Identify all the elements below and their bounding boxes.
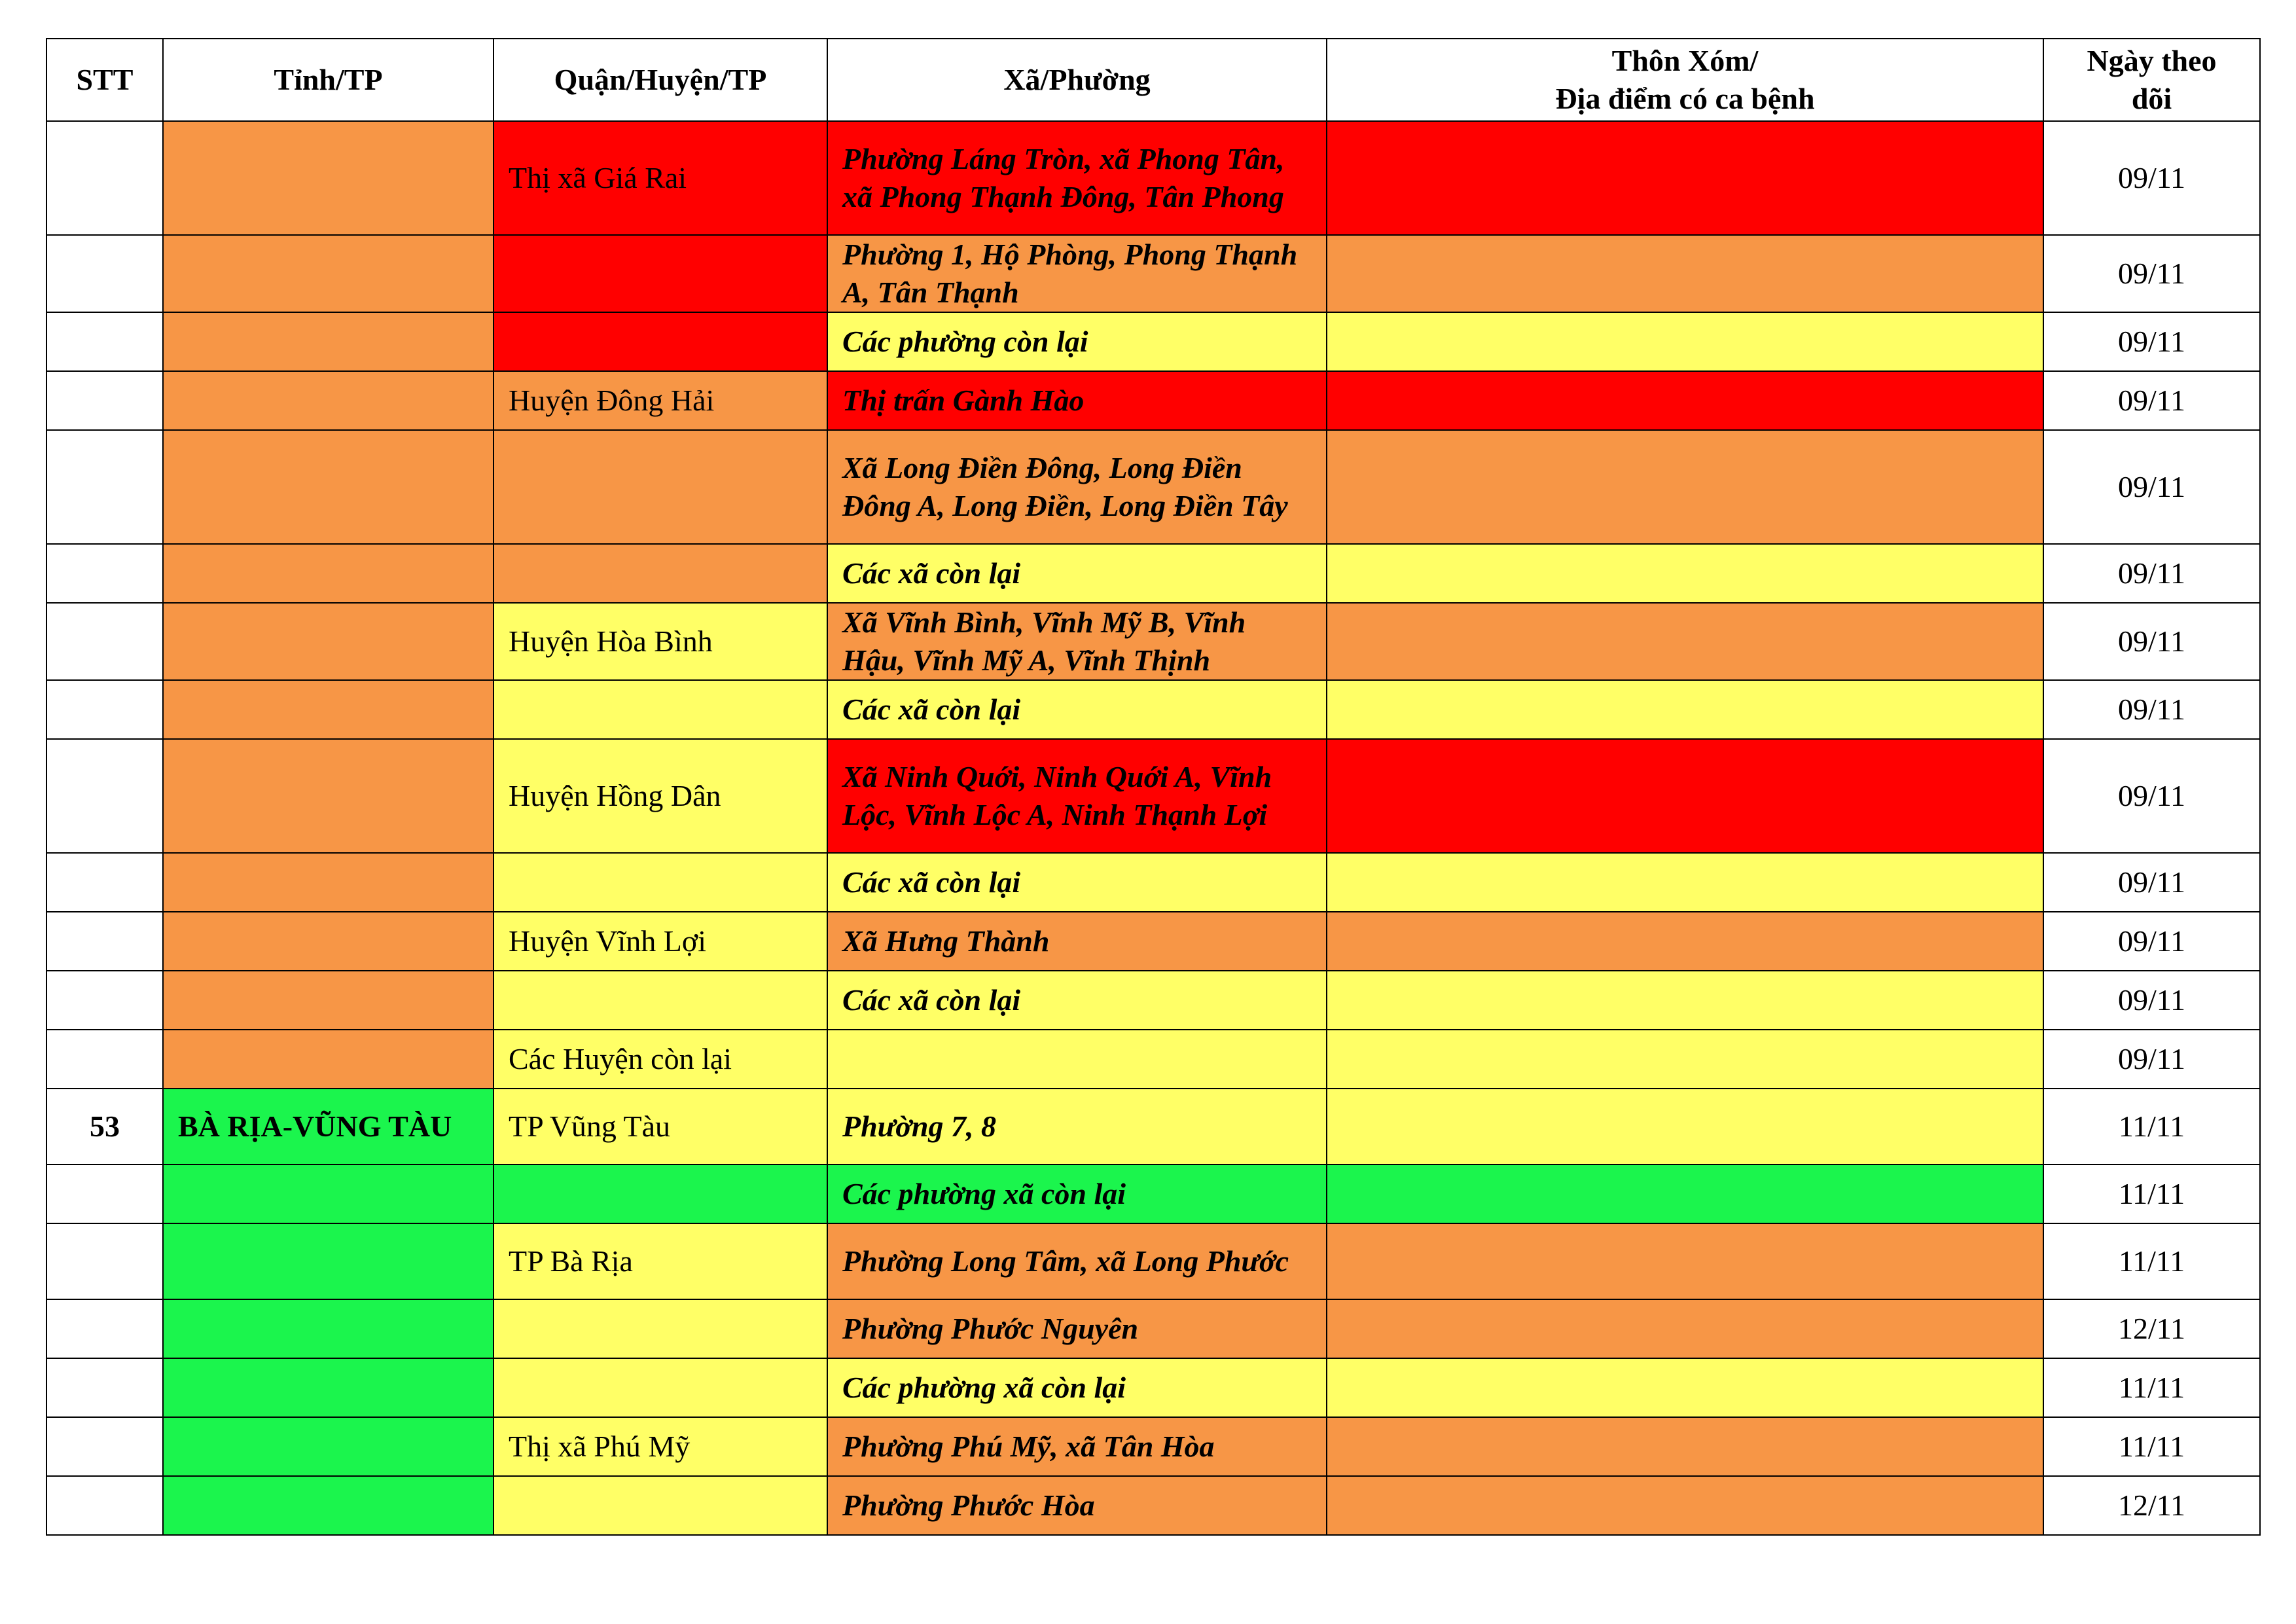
cell-location	[1327, 121, 2043, 235]
table-row	[46, 603, 2260, 680]
cell-location	[1327, 312, 2043, 371]
cell-province	[163, 1299, 493, 1358]
table-row	[46, 1358, 2260, 1417]
table-row	[46, 235, 2260, 312]
cell-ward: Các xã còn lại	[827, 680, 1327, 739]
table-row	[46, 739, 2260, 853]
cell-province	[163, 603, 493, 680]
cell-date: 09/11	[2043, 912, 2260, 971]
cell-district	[493, 1476, 827, 1535]
cell-ward: Phường 1, Hộ Phòng, Phong Thạnh A, Tân Thạnh	[827, 235, 1327, 312]
cell-province	[163, 430, 493, 544]
cell-stt	[46, 1417, 163, 1476]
cell-stt	[46, 1358, 163, 1417]
cell-province	[163, 1358, 493, 1417]
cell-district	[493, 680, 827, 739]
cell-location	[1327, 1030, 2043, 1089]
cell-province	[163, 1476, 493, 1535]
cell-date: 09/11	[2043, 680, 2260, 739]
table-body	[46, 121, 2260, 1535]
header-date	[2043, 39, 2260, 121]
cell-district: Huyện Hòa Bình	[493, 603, 827, 680]
cell-stt	[46, 430, 163, 544]
table-row	[46, 1030, 2260, 1089]
cell-stt	[46, 680, 163, 739]
table-row	[46, 1299, 2260, 1358]
cell-date: 09/11	[2043, 235, 2260, 312]
cell-district	[493, 544, 827, 603]
cell-date: 12/11	[2043, 1476, 2260, 1535]
cell-district: Thị xã Phú Mỹ	[493, 1417, 827, 1476]
cell-date: 09/11	[2043, 121, 2260, 235]
cell-district	[493, 430, 827, 544]
cell-location	[1327, 971, 2043, 1030]
cell-province	[163, 853, 493, 912]
table-row	[46, 680, 2260, 739]
cell-location	[1327, 1299, 2043, 1358]
cell-stt	[46, 603, 163, 680]
cell-stt	[46, 544, 163, 603]
cell-date: 11/11	[2043, 1089, 2260, 1164]
cell-district: Huyện Hồng Dân	[493, 739, 827, 853]
cell-district	[493, 235, 827, 312]
cell-district	[493, 1299, 827, 1358]
cell-ward: Phường Phú Mỹ, xã Tân Hòa	[827, 1417, 1327, 1476]
cell-district	[493, 1164, 827, 1223]
cell-location	[1327, 680, 2043, 739]
cell-date: 09/11	[2043, 430, 2260, 544]
cell-stt	[46, 1164, 163, 1223]
cell-ward: Các xã còn lại	[827, 853, 1327, 912]
cell-district	[493, 312, 827, 371]
table-row	[46, 312, 2260, 371]
cell-stt	[46, 121, 163, 235]
cell-stt	[46, 912, 163, 971]
cell-ward: Phường Phước Nguyên	[827, 1299, 1327, 1358]
cell-district	[493, 971, 827, 1030]
cell-stt: 53	[46, 1089, 163, 1164]
cell-location	[1327, 739, 2043, 853]
header-stt: STT	[46, 39, 163, 121]
cell-date: 09/11	[2043, 603, 2260, 680]
cell-date: 09/11	[2043, 739, 2260, 853]
cell-province	[163, 1417, 493, 1476]
cell-ward: Xã Hưng Thành	[827, 912, 1327, 971]
table-row	[46, 912, 2260, 971]
cell-ward: Phường Long Tâm, xã Long Phước	[827, 1223, 1327, 1299]
cell-date: 11/11	[2043, 1223, 2260, 1299]
table-row	[46, 1089, 2260, 1164]
cell-location	[1327, 1223, 2043, 1299]
cell-date: 09/11	[2043, 853, 2260, 912]
cell-date: 11/11	[2043, 1358, 2260, 1417]
cell-stt	[46, 1476, 163, 1535]
cell-province	[163, 235, 493, 312]
header-date-line2: dõi	[2131, 82, 2172, 115]
cell-stt	[46, 312, 163, 371]
cell-ward: Thị trấn Gành Hào	[827, 371, 1327, 430]
cell-ward: Xã Long Điền Đông, Long Điền Đông A, Long Điền, Long Điền Tây	[827, 430, 1327, 544]
table-row	[46, 1164, 2260, 1223]
cell-location	[1327, 430, 2043, 544]
cell-stt	[46, 853, 163, 912]
cell-location	[1327, 1358, 2043, 1417]
cell-ward: Các xã còn lại	[827, 544, 1327, 603]
table-row	[46, 971, 2260, 1030]
cell-location	[1327, 912, 2043, 971]
cell-stt	[46, 235, 163, 312]
table-row	[46, 121, 2260, 235]
cell-ward: Các phường xã còn lại	[827, 1358, 1327, 1417]
cell-district: TP Bà Rịa	[493, 1223, 827, 1299]
cell-ward: Các phường xã còn lại	[827, 1164, 1327, 1223]
covid-zone-table	[46, 38, 2261, 1536]
cell-province	[163, 739, 493, 853]
cell-province	[163, 1030, 493, 1089]
cell-district	[493, 1358, 827, 1417]
cell-province	[163, 371, 493, 430]
cell-province	[163, 312, 493, 371]
cell-district: Huyện Vĩnh Lợi	[493, 912, 827, 971]
cell-location	[1327, 544, 2043, 603]
cell-district: Thị xã Giá Rai	[493, 121, 827, 235]
table-row	[46, 371, 2260, 430]
table-row	[46, 1223, 2260, 1299]
cell-date: 09/11	[2043, 544, 2260, 603]
cell-stt	[46, 739, 163, 853]
cell-date: 09/11	[2043, 971, 2260, 1030]
cell-province	[163, 680, 493, 739]
header-location-line2: Địa điểm có ca bệnh	[1555, 82, 1815, 115]
cell-location	[1327, 1089, 2043, 1164]
header-location-line1: Thôn Xóm/	[1611, 44, 1759, 77]
cell-stt	[46, 1223, 163, 1299]
cell-date: 11/11	[2043, 1417, 2260, 1476]
cell-location	[1327, 853, 2043, 912]
cell-province	[163, 121, 493, 235]
cell-stt	[46, 1299, 163, 1358]
cell-province	[163, 1223, 493, 1299]
cell-ward: Phường Phước Hòa	[827, 1476, 1327, 1535]
cell-date: 09/11	[2043, 312, 2260, 371]
cell-location	[1327, 235, 2043, 312]
cell-district	[493, 853, 827, 912]
cell-stt	[46, 371, 163, 430]
cell-location	[1327, 603, 2043, 680]
table-row	[46, 853, 2260, 912]
cell-location	[1327, 1417, 2043, 1476]
table-row	[46, 1417, 2260, 1476]
table-header-row	[46, 39, 2260, 121]
cell-district: Các Huyện còn lại	[493, 1030, 827, 1089]
cell-date: 09/11	[2043, 1030, 2260, 1089]
cell-province	[163, 1164, 493, 1223]
cell-ward	[827, 1030, 1327, 1089]
cell-district: TP Vũng Tàu	[493, 1089, 827, 1164]
header-district: Quận/Huyện/TP	[493, 39, 827, 121]
cell-date: 12/11	[2043, 1299, 2260, 1358]
cell-location	[1327, 1164, 2043, 1223]
table-row	[46, 544, 2260, 603]
header-province: Tỉnh/TP	[163, 39, 493, 121]
header-location	[1327, 39, 2043, 121]
header-ward: Xã/Phường	[827, 39, 1327, 121]
cell-stt	[46, 1030, 163, 1089]
cell-ward: Các phường còn lại	[827, 312, 1327, 371]
cell-ward: Phường Láng Tròn, xã Phong Tân, xã Phong Thạnh Đông, Tân Phong	[827, 121, 1327, 235]
header-date-line1: Ngày theo	[2087, 44, 2217, 77]
cell-location	[1327, 371, 2043, 430]
cell-ward: Xã Ninh Quới, Ninh Quới A, Vĩnh Lộc, Vĩnh Lộc A, Ninh Thạnh Lợi	[827, 739, 1327, 853]
table-row	[46, 430, 2260, 544]
cell-date: 11/11	[2043, 1164, 2260, 1223]
cell-location	[1327, 1476, 2043, 1535]
cell-district: Huyện Đông Hải	[493, 371, 827, 430]
cell-stt	[46, 971, 163, 1030]
cell-province	[163, 912, 493, 971]
cell-province	[163, 971, 493, 1030]
cell-province	[163, 544, 493, 603]
cell-province: BÀ RỊA-VŨNG TÀU	[163, 1089, 493, 1164]
cell-date: 09/11	[2043, 371, 2260, 430]
cell-ward: Xã Vĩnh Bình, Vĩnh Mỹ B, Vĩnh Hậu, Vĩnh Mỹ A, Vĩnh Thịnh	[827, 603, 1327, 680]
cell-ward: Các xã còn lại	[827, 971, 1327, 1030]
cell-ward: Phường 7, 8	[827, 1089, 1327, 1164]
table-row	[46, 1476, 2260, 1535]
